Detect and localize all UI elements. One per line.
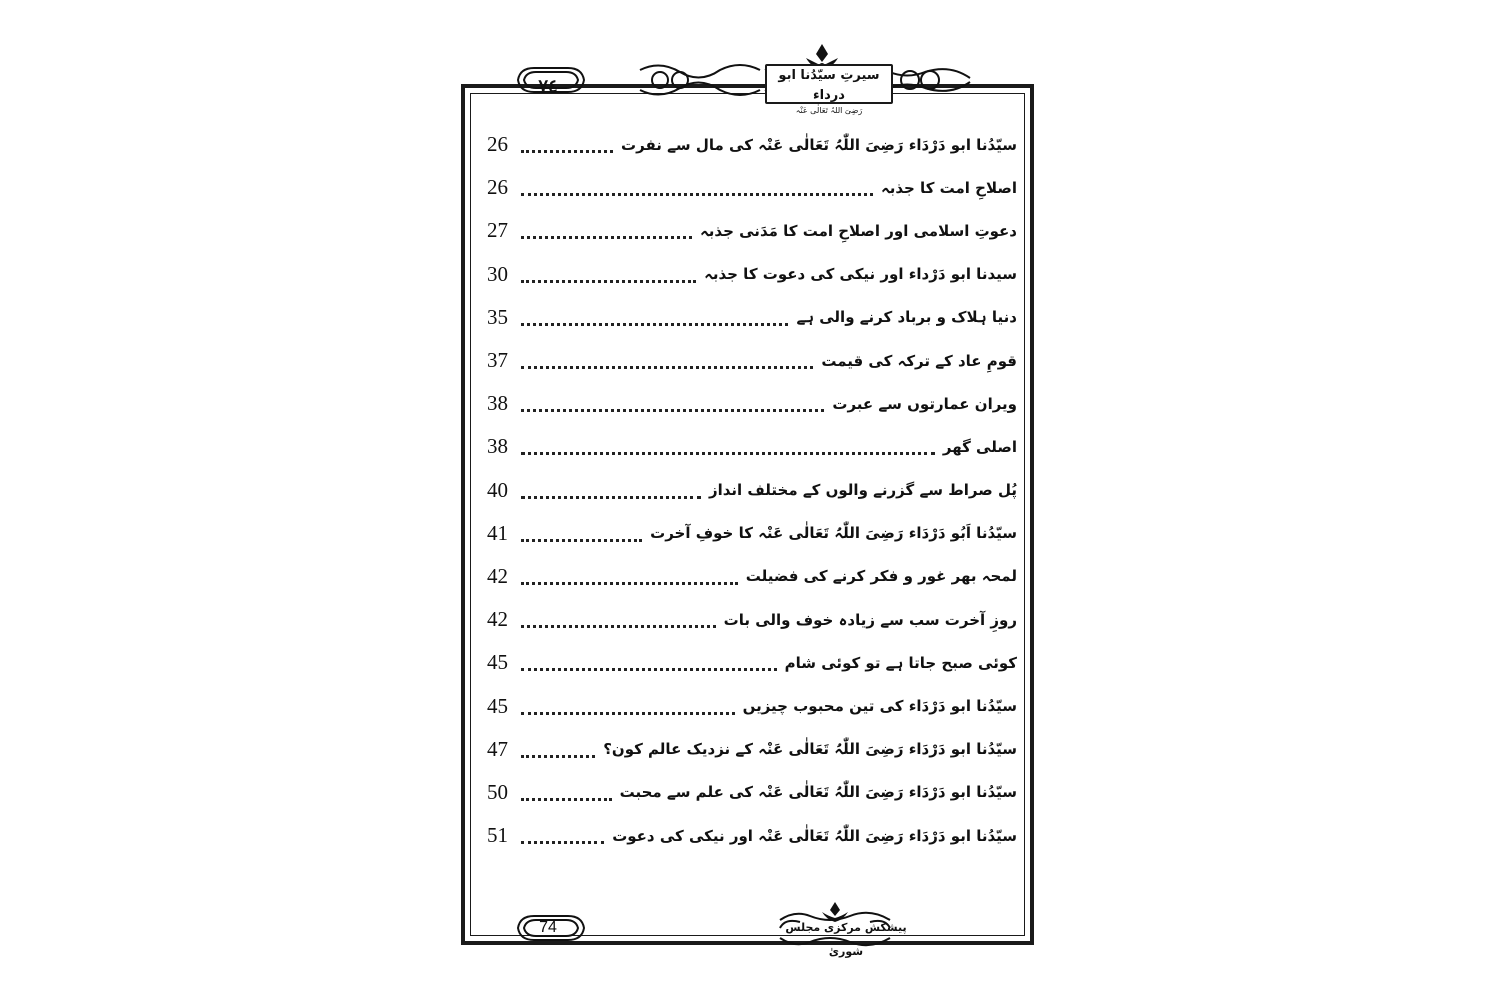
toc-leader-dots — [521, 482, 701, 499]
toc-leader-dots — [521, 266, 696, 283]
toc-title: پُل صراط سے گزرنے والوں کے مختلف انداز — [708, 481, 1017, 500]
toc-leader-dots — [521, 611, 716, 628]
header-ornament — [510, 40, 990, 118]
toc-row — [487, 771, 1017, 814]
toc-page-number: 47 — [487, 736, 508, 761]
toc-row — [487, 555, 1017, 598]
toc-title: سیّدُنا ابو دَرْدَاء رَضِیَ اللّٰہُ تَعَالٰی عَنْہ اور نیکی کی دعوت — [612, 826, 1017, 845]
toc-leader-dots — [521, 827, 604, 844]
book-title-honorific: رَضِیَ اللہُ تَعَالٰی عَنْہ — [795, 106, 863, 115]
toc-page-number: 41 — [487, 520, 508, 545]
toc-page-number: 42 — [487, 607, 508, 632]
toc-page-number: 37 — [487, 348, 508, 373]
toc-title: قومِ عاد کے ترکہ کی قیمت — [821, 351, 1017, 370]
toc-title: ویران عمارتوں سے عبرت — [832, 394, 1017, 413]
toc-leader-dots — [521, 136, 613, 153]
toc-page-number: 30 — [487, 261, 508, 286]
toc-title: سیّدُنا اَبُو دَرْدَاء رَضِیَ اللّٰہُ تَعَالٰی عَنْہ کا خوفِ آخرت — [650, 524, 1017, 543]
toc-leader-dots — [521, 698, 735, 715]
toc-row — [487, 641, 1017, 684]
toc-page-number: 42 — [487, 563, 508, 588]
toc-page-number: 45 — [487, 650, 508, 675]
toc-row — [487, 296, 1017, 339]
toc-leader-dots — [521, 395, 824, 412]
toc-page-number: 40 — [487, 477, 508, 502]
toc-leader-dots — [521, 741, 595, 758]
table-of-contents — [487, 123, 1017, 857]
toc-row — [487, 382, 1017, 425]
toc-row — [487, 123, 1017, 166]
toc-leader-dots — [521, 179, 873, 196]
toc-title: سیّدُنا ابو دَرْدَاء رَضِیَ اللّٰہُ تَعَالٰی عَنْہ کے نزدیک عالم کون؟ — [603, 740, 1017, 759]
toc-title: کوئی صبح جاتا ہے تو کوئی شام — [784, 653, 1017, 672]
toc-page-number: 26 — [487, 132, 508, 157]
publisher-label: پیشکش مرکزی مجلس شوریٰ — [785, 921, 907, 958]
book-title: سیرتِ سیّدُنا ابو درداء — [778, 68, 880, 103]
toc-row — [487, 512, 1017, 555]
toc-page-number: 27 — [487, 218, 508, 243]
toc-title: سیّدُنا ابو دَرْدَاء رَضِیَ اللّٰہُ تَعَالٰی عَنْہ کی علم سے محبت — [619, 783, 1017, 802]
toc-row — [487, 598, 1017, 641]
toc-row — [487, 728, 1017, 771]
toc-page-number: 26 — [487, 175, 508, 200]
book-title-box — [765, 64, 893, 115]
toc-leader-dots — [521, 309, 788, 326]
toc-title: اصلاحِ امت کا جذبہ — [880, 178, 1017, 197]
toc-leader-dots — [521, 784, 612, 801]
toc-row — [487, 814, 1017, 857]
toc-title: سیدنا ابو دَرْداء اور نیکی کی دعوت کا جذبہ — [704, 265, 1017, 284]
toc-row — [487, 209, 1017, 252]
toc-title: اصلی گھر — [942, 437, 1017, 456]
toc-row — [487, 425, 1017, 468]
toc-page-number: 50 — [487, 779, 508, 804]
toc-page-number: 51 — [487, 823, 508, 848]
toc-title: دعوتِ اسلامی اور اصلاحِ امت کا مَدَنی جذبہ — [700, 221, 1017, 240]
toc-row — [487, 339, 1017, 382]
toc-title: دنیا ہلاک و برباد کرنے والی ہے — [796, 308, 1017, 327]
toc-leader-dots — [521, 438, 935, 455]
header-page-number: ٧٤ — [538, 76, 558, 96]
toc-title: لمحہ بھر غور و فکر کرنے کی فضیلت — [745, 567, 1017, 586]
toc-page-number: 38 — [487, 391, 508, 416]
toc-leader-dots — [521, 654, 777, 671]
toc-page-number: 35 — [487, 304, 508, 329]
toc-row — [487, 253, 1017, 296]
toc-title: سیّدُنا ابو دَرْدَاء رَضِیَ اللّٰہُ تَعَالٰی عَنْہ کی مال سے نفرت — [621, 135, 1017, 154]
toc-row — [487, 166, 1017, 209]
toc-title: سیّدُنا ابو دَرْدَاء کی تین محبوب چیزیں — [742, 697, 1017, 716]
toc-row — [487, 684, 1017, 727]
toc-title: روزِ آخرت سب سے زیادہ خوف والی بات — [723, 610, 1017, 629]
toc-leader-dots — [521, 525, 642, 542]
toc-leader-dots — [521, 222, 692, 239]
toc-page-number: 45 — [487, 693, 508, 718]
footer-page-number: 74 — [539, 919, 557, 936]
toc-row — [487, 469, 1017, 512]
toc-page-number: 38 — [487, 434, 508, 459]
toc-leader-dots — [521, 568, 738, 585]
toc-leader-dots — [521, 352, 813, 369]
footer-ornament — [510, 900, 990, 960]
